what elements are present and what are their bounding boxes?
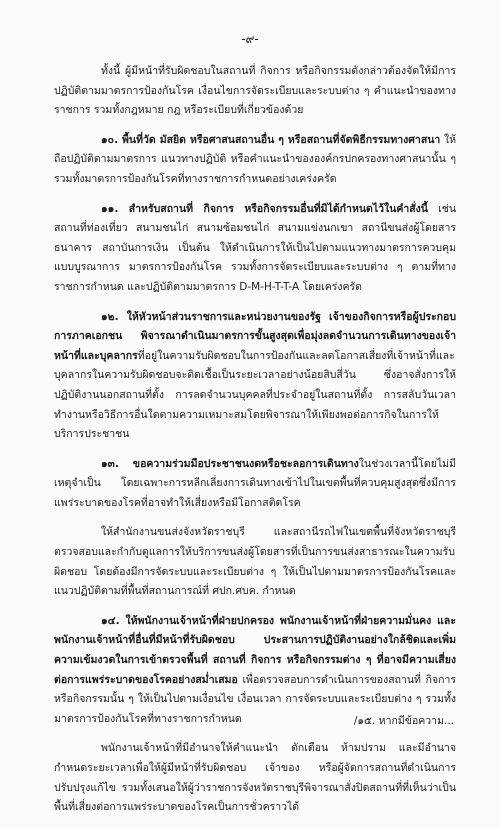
paragraph-4-text: ที่อยู่ในความรับผิดชอบในการป้องกันและลดโอกาสเสี่ยงที่เจ้าหน้าที่และบุคลากรในความรับผิดชอบจะติดเชื้อเป็นระยะเวลาอย่างน้อยสิบสี่วัน ซึ่งอาจสั่งการให้ปฏิบัติงานนอกสถานที่ตั้ง การลดจำนวนบุคคลที่ประจำอยู่ในสถานที่ตั้ง การสลับวันเวลาทำงานหรือวิธีการอื่นใดตามความเหมาะสมโดยพิจารณาให้เพียงพอต่อการกิจในการให้บริการประชาชน — [54, 349, 456, 441]
paragraph-8 — [54, 739, 456, 817]
paragraph-8-text: พนักงานเจ้าหน้าที่มีอำนาจให้คำแนะนำ ตักเตือน ห้ามปราม และมีอำนาจกำหนดระยะเวลาเพื่อให้ผู้มีหน้าที่รับผิดชอบ เจ้าของ หรือผู้จัดการสถานที่ดำเนินการปรับปรุงแก้ไข รวมทั้งเสนอให้ผู้ว่าราชการจังหวัดราชบุรีพิจารณาสั่งปิดสถานที่ที่เห็นว่าเป็นพื้นที่เสี่ยงต่อการแพร่ระบาดของโรคเป็นการชั่วคราวได้ — [54, 742, 456, 814]
paragraph-6 — [54, 523, 456, 601]
paragraph-2-text: ให้ถือปฏิบัติตามมาตรการ แนวทางปฏิบัติ หรือคำแนะนำขององค์กรปกครองทางศาสนานั้น ๆ รวมทั้งมาตรการป้องกันโรคที่ทางราชการกำหนดอย่างเคร่งครัด — [54, 133, 456, 185]
paragraph-3 — [54, 200, 456, 298]
paragraph-5-text: ในช่วงเวลานี้โดยไม่มีเหตุจำเป็น โดยเฉพาะการหลีกเลี่ยงการเดินทางเข้าไปในเขตพื้นที่ควบคุมสูงสุดซึ่งมีการแพร่ระบาดของโรคที่อาจทำให้เสี่ยงหรือมีโอกาสติดโรค — [54, 457, 456, 509]
paragraph-6-text: ให้สำนักงานขนส่งจังหวัดราชบุรี และสถานีรถไฟในเขตพื้นที่จังหวัดราชบุรี ตรวจสอบและกำกับดูแลการให้บริการขนส่งผู้โดยสารที่เป็นการขนส่งสาธารณะในความรับผิดชอบ โดยต้องมีการจัดระบบและระเบียบต่าง ๆ ให้เป็นไปตามมาตรการป้องกันโรคและแนวปฏิบัติตามที่พื้นที่สถานการณ์ที่ ศปก.ศบค. กำหนด — [54, 526, 456, 598]
paragraph-4 — [54, 308, 456, 445]
paragraph-7-lead: ๑๔. ให้พนักงานเจ้าหน้าที่ฝ่ายปกครอง พนักงานเจ้าหน้าที่ฝ่ายความมั่นคง และพนักงานเจ้าหน้าที่อื่นที่มีหน้าที่รับผิดชอบ ประสานการปฏิบัติงานอย่างใกล้ชิดและเพิ่มความเข้มงวดในการเข้าตรวจพื้นที่ สถานที่ กิจการ หรือกิจกรรมต่าง ๆ ที่อาจมีความเสี่ยงต่อการแพร่ระบาดของโรคอย่างสม่ำเสมอ — [54, 614, 456, 686]
paragraph-4-lead: ๑๒. ให้หัวหน้าส่วนราชการและหน่วยงานของรัฐ เจ้าของกิจการหรือผู้ประกอบการภาคเอกชน พิจารณาดำเนินมาตรการขั้นสูงสุดเพื่อมุ่งลดจำนวนการเดินทางของเจ้าหน้าที่และบุคลากร — [54, 310, 456, 362]
paragraph-2 — [54, 131, 456, 190]
continuation-note: /๑๕. หากมีข้อความ... — [353, 715, 454, 727]
paragraph-3-text: เช่น สถานที่ท่องเที่ยว สนามชนไก่ สนามซ้อมชนไก่ สนามแข่งนกเขา สถานีขนส่งผู้โดยสาร ธนาคาร สถาบันการเงิน เป็นต้น ให้ดำเนินการให้เป็นไปตามแนวทางมาตรการควบคุมแบบบูรณาการ มาตรการป้องกันโรค รวมทั้งการจัดระเบียบและระบบต่าง ๆ ตามที่ทางราชการกำหนด และปฏิบัติตามมาตรการ D-M-H-T-T-A โดยเคร่งครัด — [54, 202, 456, 293]
paragraph-2-lead: ๑๐. พื้นที่วัด มัสยิด หรือศาสนสถานอื่น ๆ หรือสถานที่จัดพิธีกรรมทางศาสนา — [101, 133, 441, 146]
paragraph-1 — [54, 62, 456, 121]
paragraph-1-text: ทั้งนี้ ผู้มีหน้าที่รับผิดชอบในสถานที่ กิจการ หรือกิจกรรมดังกล่าวต้องจัดให้มีการปฏิบัติตามมาตรการป้องกันโรค เงื่อนไขการจัดระเบียบและระบบต่าง ๆ คำแนะนำของทางราชการ รวมทั้งกฎหมาย กฎ หรือระเบียบที่เกี่ยวข้องด้วย — [54, 65, 456, 117]
paragraph-5-lead: ๑๓. ขอความร่วมมือประชาชนงดหรือชะลอการเดินทาง — [101, 457, 359, 470]
paragraph-3-lead: ๑๑. สำหรับสถานที่ กิจการ หรือกิจกรรมอื่นที่มิได้กำหนดไว้ในคำสั่งนี้ — [101, 202, 428, 215]
paragraph-5 — [54, 455, 456, 514]
paragraph-7-text: เพื่อตรวจสอบการดำเนินการของสถานที่ กิจการ หรือกิจกรรมนั้น ๆ ให้เป็นไปตามเงื่อนไข เงื่อนเวลา การจัดระบบและระเบียบต่าง ๆ รวมทั้งมาตรการป้องกันโรคที่ทางราชการกำหนด — [54, 673, 456, 725]
page-number: -๙- — [241, 32, 259, 46]
